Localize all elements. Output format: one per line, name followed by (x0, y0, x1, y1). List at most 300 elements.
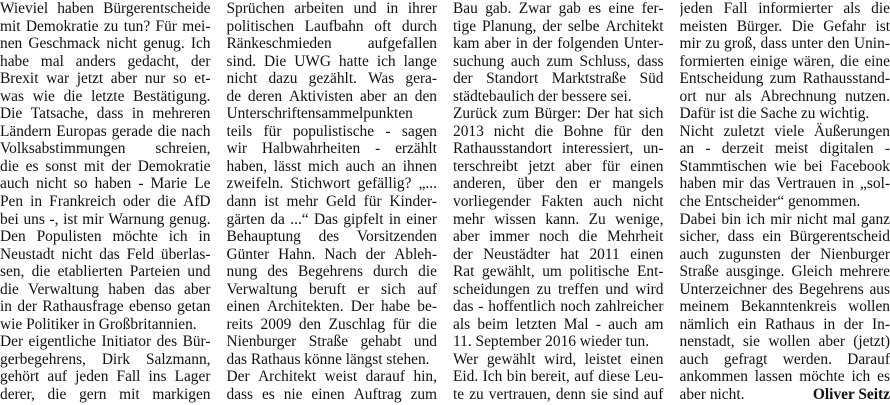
word: uns (23, 210, 45, 228)
word: wollen (768, 333, 811, 351)
word: die (578, 228, 598, 246)
word: aber (484, 35, 511, 53)
text-line (680, 211, 890, 229)
word: er (588, 175, 601, 193)
word: Rathausfrage (42, 298, 124, 316)
word: Parteien (129, 263, 181, 281)
word: sagen (401, 122, 437, 140)
word: Auftrag (353, 386, 402, 404)
word: die (534, 122, 554, 140)
word: gern (79, 386, 107, 404)
word: dann (226, 193, 257, 211)
word: Verwaltung (226, 280, 298, 298)
word: Bürgerentscheide (103, 0, 211, 17)
text-line: das Rathaus könne längst stehen. (226, 350, 430, 368)
word: selbe (567, 17, 600, 35)
word: -, (49, 210, 59, 228)
word: digitalen (819, 140, 874, 158)
word: einen (226, 298, 260, 316)
word: Äußerungen (813, 122, 890, 140)
text-line (680, 53, 890, 71)
word: hin, (413, 368, 437, 386)
word: - (595, 315, 601, 333)
word: Ränkeschmieden (226, 35, 332, 53)
text-line (453, 228, 664, 246)
word: Le (194, 175, 211, 193)
word: der (17, 298, 38, 316)
word: und (413, 333, 437, 351)
word: Rathausstand- (802, 70, 890, 88)
text-line (680, 228, 890, 246)
word: und (187, 263, 211, 281)
word: aber (110, 70, 138, 88)
word: etablierten (57, 263, 123, 281)
word: für (263, 122, 282, 140)
line-text: aber nicht. (679, 386, 745, 404)
word: der (111, 157, 131, 175)
word: mehr (286, 193, 319, 211)
word: meisten (679, 17, 728, 35)
text-line (453, 386, 664, 404)
word: zweifeln. (226, 175, 284, 193)
word: in (131, 105, 144, 123)
text-line (0, 70, 211, 88)
word: gab. (485, 0, 512, 17)
word: die (47, 386, 67, 404)
word: genug. (143, 35, 185, 53)
word: mit (83, 157, 105, 175)
word: Bohne (563, 122, 604, 140)
word: Frankreich (49, 193, 116, 211)
word: die (0, 280, 19, 298)
word: - (478, 298, 484, 316)
word: Wieviel (0, 0, 49, 17)
word: Rathausstandort (453, 140, 553, 158)
word: dass (226, 386, 254, 404)
word: Warnung (108, 210, 165, 228)
word: unter (791, 35, 824, 53)
word: Facebook (830, 157, 890, 175)
word: das (154, 280, 175, 298)
word: auch (608, 315, 638, 333)
text-line (680, 175, 890, 193)
text-line (680, 70, 890, 88)
word: der (532, 35, 553, 53)
text-line (0, 281, 211, 299)
word: zuletzt (723, 122, 765, 140)
word: sie (742, 333, 761, 351)
word: die (63, 87, 83, 105)
word: - (705, 140, 711, 158)
word: ankommen (679, 368, 748, 386)
text-line (453, 70, 664, 88)
word: einige (749, 52, 788, 70)
word: überlas- (160, 245, 211, 263)
word: Marie (150, 175, 188, 193)
word: immer (489, 228, 530, 246)
word: in (842, 175, 855, 193)
word: haben, (226, 157, 268, 175)
word: hat (560, 245, 580, 263)
word: - (385, 122, 391, 140)
word: Unterzeichner (679, 280, 767, 298)
word: an (381, 157, 396, 175)
text-line (227, 333, 438, 351)
word: dass (727, 228, 755, 246)
word: jeden (679, 0, 713, 17)
word: gerbegehrens, (0, 350, 86, 368)
word: Schluss, (579, 52, 631, 70)
word: und (353, 0, 377, 17)
word: Bürger: (534, 105, 582, 123)
word: noch (538, 228, 569, 246)
text-line: che Entscheider“ genommen. (679, 193, 861, 211)
word: für (613, 122, 632, 140)
word: - (375, 140, 381, 158)
word: folgenden (557, 35, 619, 53)
word: Aktivisten (288, 87, 354, 105)
word: populistische (292, 122, 375, 140)
text-line (227, 246, 438, 264)
word: Der (0, 333, 24, 351)
word: denn (555, 386, 586, 404)
word: Darauf (847, 350, 890, 368)
word: informierter (758, 0, 833, 17)
word: Der (226, 368, 250, 386)
word: bin (506, 368, 527, 386)
word: anderen, (453, 175, 506, 193)
word: auf (417, 280, 437, 298)
word: In- (872, 315, 890, 333)
word: Eid. (453, 368, 479, 386)
word: deren (247, 87, 283, 105)
word: bei (0, 210, 19, 228)
word: sie (590, 386, 608, 404)
word: (jetzt) (853, 333, 890, 351)
word: zu (705, 35, 720, 53)
text-line (227, 35, 438, 53)
text-line (227, 368, 438, 386)
word: des (772, 280, 793, 298)
text-line (227, 88, 438, 106)
text-line (680, 351, 890, 369)
word: wären, (793, 52, 835, 70)
word: weist (324, 368, 358, 386)
text-line (0, 35, 211, 53)
text-line (453, 263, 664, 281)
word: gefragt (723, 350, 768, 368)
word: kann. (545, 210, 580, 228)
word: in (198, 228, 211, 246)
word: reits (226, 315, 253, 333)
word: wird, (544, 350, 577, 368)
word: un- (642, 140, 664, 158)
word: habe (381, 298, 411, 316)
word: arbeiten (294, 0, 344, 17)
word: hatte (338, 52, 369, 70)
word: aus (869, 280, 890, 298)
word: es (25, 157, 39, 175)
text-line (0, 0, 211, 18)
text-line (227, 0, 438, 18)
text-column-4 (680, 0, 890, 405)
word: gedacht, (127, 52, 180, 70)
word: lange (403, 52, 437, 70)
word: zu (469, 386, 484, 404)
word: auch (679, 350, 709, 368)
word: sicher, (679, 228, 720, 246)
word: ausginge. (725, 263, 785, 281)
word: meist (774, 140, 809, 158)
word: Ent- (636, 263, 664, 281)
word: nicht (106, 35, 138, 53)
word: teils (226, 122, 253, 140)
word: er (357, 280, 370, 298)
text-line (453, 368, 664, 386)
text-line (227, 158, 438, 176)
word: der (453, 70, 473, 88)
text-line (453, 298, 664, 316)
word: aber (183, 280, 211, 298)
word: ...“ (290, 210, 309, 228)
word: ort (679, 87, 697, 105)
word: wollen (848, 298, 890, 316)
word: Leu- (634, 368, 664, 386)
word: Die (791, 17, 814, 35)
word: letzte (91, 87, 125, 105)
word: Begehrens (798, 280, 864, 298)
word: möchte (799, 368, 845, 386)
word: et- (194, 70, 211, 88)
text-line (227, 123, 438, 141)
word: formierten (679, 52, 745, 70)
word: die (418, 263, 437, 281)
word: Unterschriftensammelpunkten (226, 105, 413, 123)
word: Abrechnung (760, 87, 837, 105)
word: als (843, 0, 861, 17)
word: Die (0, 105, 23, 123)
text-line (227, 298, 438, 316)
word: so (73, 175, 88, 193)
word: mir (679, 35, 701, 53)
word: jetzt (76, 70, 104, 88)
text-line (453, 193, 664, 211)
word: - (138, 175, 144, 193)
word: an (679, 140, 695, 158)
word: aber (453, 228, 480, 246)
text-line (680, 263, 890, 281)
word: Tatsache, (30, 105, 89, 123)
word: nicht (632, 193, 664, 211)
word: haben (94, 175, 132, 193)
word: Architekten. (267, 298, 344, 316)
word: in (30, 193, 43, 211)
text-line (227, 263, 438, 281)
text-line: städtebaulich der bessere sei. (453, 87, 632, 105)
word: auch (345, 157, 375, 175)
word: so (172, 70, 187, 88)
word: der (790, 245, 811, 263)
word: ihrer (407, 0, 437, 17)
word: viele (774, 122, 805, 140)
text-line (0, 175, 211, 193)
text-line (680, 140, 890, 158)
word: mehreren (152, 105, 211, 123)
word: gärten (226, 210, 265, 228)
word: da (270, 210, 285, 228)
text-line (0, 368, 211, 386)
text-line (0, 88, 211, 106)
word: gehört (0, 368, 40, 386)
word: eine (608, 0, 635, 17)
word: Sprüchen (226, 0, 285, 17)
word: nie (283, 386, 303, 404)
word: mit (0, 17, 21, 35)
word: terschreibt (453, 157, 518, 175)
word: Ableh- (394, 245, 437, 263)
text-line (680, 35, 890, 53)
article-byline: Oliver Seitz (812, 386, 890, 404)
text-line (680, 158, 890, 176)
word: es (877, 368, 890, 386)
word: hat (614, 105, 634, 123)
word: eine (864, 52, 890, 70)
word: ist (875, 17, 890, 35)
word: „sol- (860, 175, 890, 193)
word: 2011 (589, 245, 620, 263)
word: Geld (325, 193, 356, 211)
word: durch (373, 263, 409, 281)
word: Verwaltung (28, 280, 99, 298)
text-line (453, 281, 664, 299)
word: nur (144, 70, 166, 88)
word: zu (536, 280, 552, 298)
word: möchte (112, 228, 158, 246)
word: Was (368, 70, 395, 88)
word: Ich (190, 35, 211, 53)
word: UWG (294, 52, 331, 70)
text-line (0, 158, 211, 176)
word: nicht (226, 70, 258, 88)
word: sonst (45, 157, 78, 175)
text-column-3 (453, 0, 664, 405)
text-line (227, 193, 438, 211)
word: anders (75, 52, 116, 70)
word: Volksabstimmungen (0, 140, 126, 158)
word: wie (774, 157, 797, 175)
word: Behauptung (226, 228, 301, 246)
word: Den (0, 228, 26, 246)
word: der (542, 17, 562, 35)
word: nämlich (679, 315, 730, 333)
word: die (157, 193, 177, 211)
word: über (516, 175, 545, 193)
word: zum (769, 70, 797, 88)
text-line (680, 18, 890, 36)
word: oft (374, 17, 392, 35)
word: Hahn. (278, 245, 316, 263)
word: Neustädter (483, 245, 550, 263)
word: 2013 (453, 122, 484, 140)
word: - (884, 140, 890, 158)
word: Fakten (541, 193, 583, 211)
word: mehrere (839, 263, 890, 281)
word: lässt (273, 157, 302, 175)
word: der (843, 315, 864, 333)
word: mir (82, 210, 104, 228)
word: wenige, (615, 210, 664, 228)
word: ganz (860, 210, 890, 228)
word: ist (63, 210, 78, 228)
text-line (453, 0, 664, 18)
text-line (227, 140, 438, 158)
text-line (227, 228, 438, 246)
word: bereit, (530, 368, 570, 386)
word: einer (406, 210, 437, 228)
word: Laufbahn (304, 17, 364, 35)
word: Fall (723, 0, 748, 17)
word: Nienburger (820, 245, 890, 263)
word: aber (359, 87, 387, 105)
word: den (555, 175, 578, 193)
word: sich (380, 280, 406, 298)
word: Stammtischen (679, 157, 767, 175)
text-line (680, 316, 890, 334)
word: nung (226, 263, 258, 281)
word: Architekt (605, 17, 664, 35)
text-line (227, 18, 438, 36)
word: Straße (679, 263, 719, 281)
word: Stichwort (290, 175, 351, 193)
word: Kinder- (389, 193, 437, 211)
word: Vertrauen (776, 175, 837, 193)
text-line (453, 351, 664, 369)
word: das (99, 245, 120, 263)
word: getan (177, 298, 211, 316)
word: des (156, 333, 178, 351)
word: Unin- (854, 35, 890, 53)
word: politischen (226, 17, 295, 35)
word: das (749, 175, 771, 193)
text-column-2 (227, 0, 438, 405)
word: mit (119, 386, 140, 404)
word: jeden (75, 368, 109, 386)
word: beruft (309, 280, 346, 298)
text-line (453, 123, 664, 141)
word: wird (635, 280, 664, 298)
word: mich (308, 157, 339, 175)
word: eigentliche (28, 333, 97, 351)
word: Zwar (518, 0, 552, 17)
word: Standort (486, 70, 539, 88)
word: treffen (557, 280, 599, 298)
word: lassen (754, 368, 793, 386)
word: derzeit (721, 140, 764, 158)
word: tige (453, 17, 477, 35)
word: Nach (324, 245, 357, 263)
word: mehr (453, 210, 485, 228)
word: für (601, 157, 620, 175)
word: Straße (308, 333, 349, 351)
word: oder (122, 193, 151, 211)
word: in (388, 210, 401, 228)
word: für (392, 315, 411, 333)
word: Zurück (453, 105, 498, 123)
word: gera- (405, 70, 437, 88)
word: Süd (639, 70, 664, 88)
text-line (453, 18, 664, 36)
text-line (680, 368, 890, 386)
